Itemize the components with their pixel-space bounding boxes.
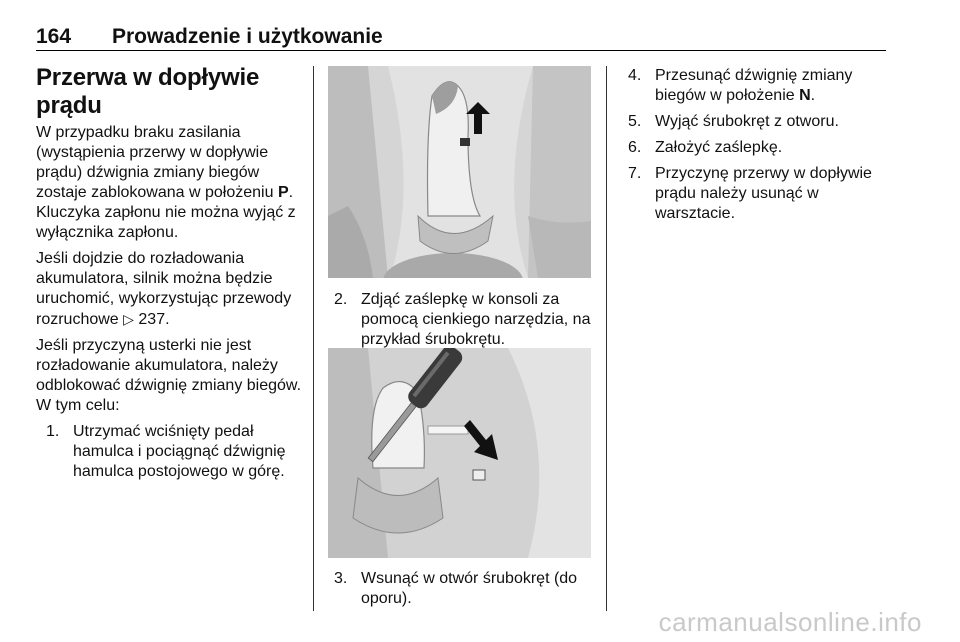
column-divider-left [313,66,314,611]
page-number: 164 [36,25,72,48]
steps-list-3 [334,569,598,609]
gear-position-p: P [277,184,289,201]
illustration-screwdriver [328,348,591,558]
header-rule [36,50,886,51]
illustration-gear-lever [328,66,591,278]
paragraph-unlock: Jeśli przyczyną usterki nie jest rozładowanie akumulatora, należy odblokować dźwignię zmiany biegów. W tym celu: [36,337,302,414]
steps-list-4 [628,66,884,224]
list-item: 3. Wsunąć w otwór śrubokręt (do oporu). [334,570,578,607]
page-reference: 237. [138,311,170,328]
column-1 [36,64,308,488]
column-2-text-a [328,290,598,356]
list-item: 6. Założyć zaślepkę. [628,139,783,156]
column-divider-right [606,66,607,611]
watermark: carmanualsonline.info [658,607,922,637]
list-item: 7. Przyczynę przerwy w dopływie prądu należy usunąć w warsztacie. [628,165,872,222]
steps-list-2 [334,290,598,350]
gear-position-n: N [799,87,811,104]
list-item: 4. Przesunąć dźwignię zmiany biegów w położenie N. [628,67,853,104]
list-item: 5. Wyjąć śrubokręt z otworu. [628,113,839,130]
cross-reference-arrow-icon: ▷ [123,311,134,327]
section-heading: Przerwa w dopływie prądu [36,64,260,119]
column-2-text-b [328,569,598,615]
page-header-title: Prowadzenie i użytkowanie [112,25,383,48]
paragraph-power-loss: W przypadku braku zasilania (wystąpienia przerwy w dopływie prądu) dźwignia zmiany biegów zostaje zablokowana w położeniu P. Kluczyka zapłonu nie można wyjąć z wyłącznika zapłonu. [36,124,296,241]
list-item: 2. Zdjąć zaślepkę w konsoli za pomocą cienkiego narzędzia, na przykład śrubokrętu. [334,291,591,348]
paragraph-battery: Jeśli dojdzie do rozładowania akumulatora, silnik można będzie uruchomić, wykorzystując przewody rozruchowe ▷ 237. [36,250,292,328]
steps-list-1 [46,422,308,482]
column-3 [622,66,884,230]
list-item: 1. Utrzymać wciśnięty pedał hamulca i pociągnąć dźwignię hamulca postojowego w górę. [46,423,286,480]
